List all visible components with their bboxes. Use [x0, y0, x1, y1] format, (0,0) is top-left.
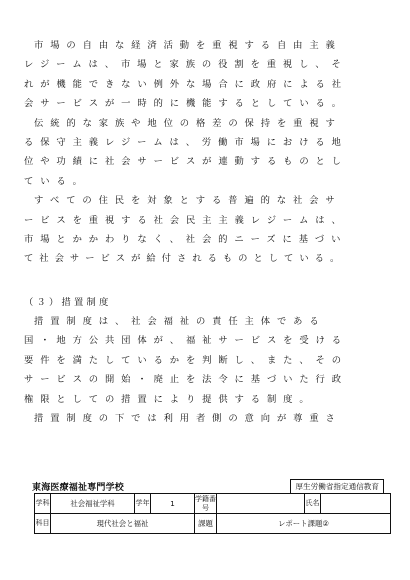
subject-label: 科目: [35, 514, 51, 534]
text-line: 権限としての措置により提供する制度。: [24, 393, 316, 405]
report-body: [24, 36, 384, 428]
text-line: レジームは、市場と家族の役割を重視し、そ: [24, 59, 348, 71]
text-line: ている。: [24, 175, 89, 187]
accreditation-stamp: 厚生労働省指定通信教育: [290, 479, 384, 494]
text-line: サービスの開始・廃止を法令に基づいた行政: [24, 374, 348, 386]
section-heading: （３）措置制度: [24, 296, 112, 308]
school-name: 東海医療福祉専門学校: [32, 483, 125, 493]
text-line: ービスを重視する社会民主主義レジームは、: [24, 214, 348, 226]
text-line: 国・地方公共団体が、福祉サービスを受ける: [24, 335, 348, 347]
year-label: 学年: [135, 494, 151, 514]
form-row-student: [35, 494, 391, 514]
text-line: 要件を満たしているかを判断し、また、その: [24, 354, 348, 366]
text-line: 位や功績に社会サービスが連動するものとし: [24, 156, 348, 168]
department-label: 学科: [35, 494, 51, 514]
text-line: 措置制度は、社会福祉の責任主体である: [34, 316, 326, 328]
text-line: 市場の自由な経済活動を重視する自由主義: [34, 40, 342, 51]
assignment-label: 課題: [195, 514, 217, 534]
text-line: 伝統的な家族や地位の格差の保持を重視す: [34, 117, 342, 129]
subject-value: 現代社会と福祉: [51, 514, 195, 534]
text-line: る保守主義レジームは、労働市場における地: [24, 136, 348, 148]
text-line: 措置制度の下では利用者側の意向が尊重さ: [34, 413, 342, 425]
name-field[interactable]: [321, 494, 391, 514]
text-line: 会サービスが一時的に機能するとしている。: [24, 98, 348, 110]
student-id-field[interactable]: [217, 494, 305, 514]
section-gap: [24, 269, 384, 293]
form-row-subject: [35, 514, 391, 534]
text-line: て社会サービスが給付されるものとしている。: [24, 253, 346, 265]
text-line: れが機能できない例外な場合に政府による社: [24, 78, 348, 90]
student-id-label: 学籍番号: [195, 494, 216, 512]
year-value: 1: [151, 494, 195, 514]
assignment-value: レポート課題②: [217, 514, 391, 534]
name-label: 氏名: [305, 494, 321, 514]
department-value: 社会福祉学科: [51, 494, 135, 514]
student-info-form: [34, 493, 391, 534]
text-line: すべての住民を対象とする普遍的な社会サ: [34, 195, 342, 207]
text-line: 市場とかかわりなく、社会的ニーズに基づい: [24, 233, 348, 245]
